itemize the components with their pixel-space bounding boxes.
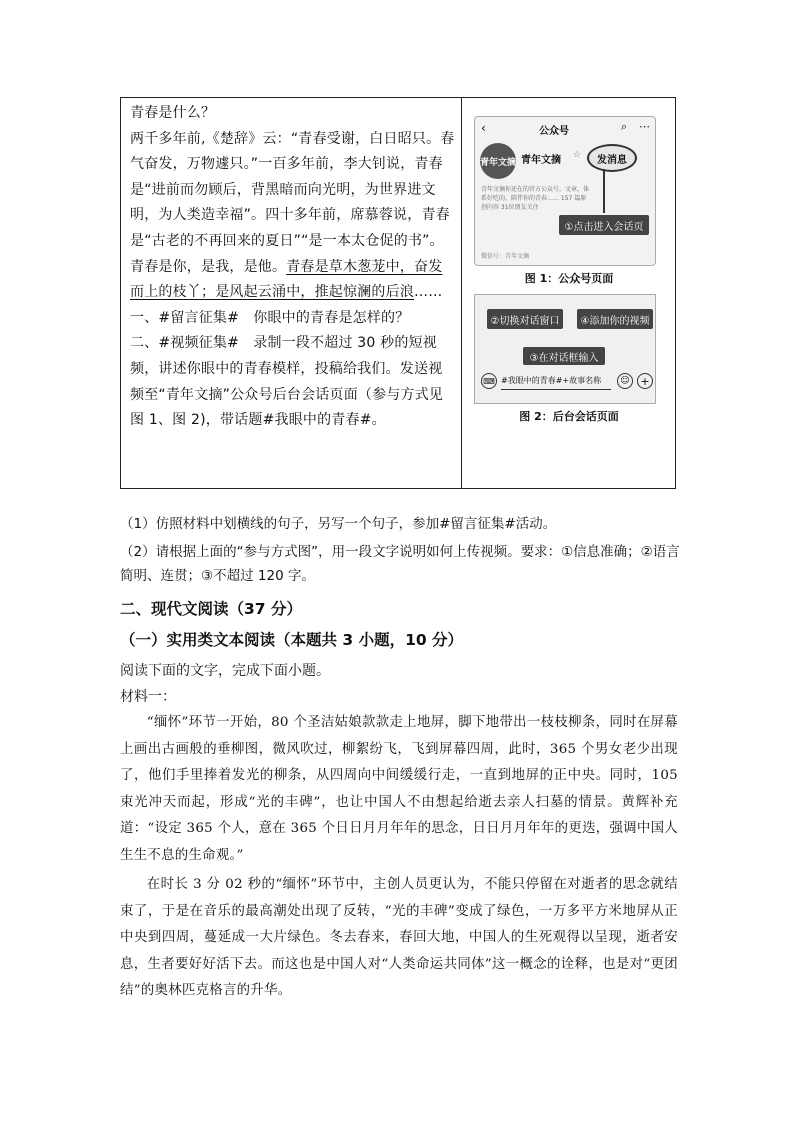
material-paragraph-2: 在时长 3 分 02 秒的“缅怀”环节中，主创人员更认为，不能只停留在对逝者的思念就结束了，于是在音乐的最高潮处出现了反转，“光的丰碑”变成了绿色，一万多平方米地屏从正中央到四周，蔓延成一大片绿色。冬去春来，春回大地，中国人的生死观得以呈现，逝者安息，生者要好好活下去。而这也是中国人对“人类命运共同体”这一概念的诠释，也是对“更团结”的奥林匹克格言的升华。 — [120, 877, 678, 998]
account-name: 青年文摘 — [521, 155, 561, 166]
chat-page-figure — [474, 294, 656, 404]
figure-topbar — [475, 117, 655, 139]
youth-line-plain: 青春是你，是我，是他。 — [130, 258, 287, 275]
table-divider — [461, 98, 462, 488]
material-label: 材料一： — [120, 689, 176, 705]
question-1: （1）仿照材料中划横线的句子，另写一个句子，参加#留言征集#活动。 — [120, 516, 557, 532]
account-logo: 青年文摘 — [480, 143, 516, 179]
official-account-figure — [474, 116, 656, 266]
figures-cell — [474, 116, 664, 432]
callout-arrow — [603, 169, 605, 213]
emoji-icon: ☺ — [617, 373, 633, 389]
keyboard-icon: ⌨ — [481, 373, 497, 389]
message-collection-item: 一、#留言征集# 你眼中的青春是怎样的？ — [130, 309, 410, 326]
step2-callout: ②切换对话窗口 — [487, 309, 563, 329]
more-icon: ⋯ — [639, 120, 650, 133]
youth-line-tail: …… — [414, 284, 443, 301]
step3-callout: ③在对话框输入 — [523, 347, 605, 365]
material-table — [120, 97, 676, 489]
material-question: 青春是什么？ — [130, 105, 216, 121]
star-icon: ☆ — [573, 150, 582, 160]
material-quotes: 两千多年前,《楚辞》云：“青春受谢，白日昭只。春气奋发，万物遽只。”一百多年前，李大钊说，青春是“进前而勿顾后，背黑暗而向光明，为世界进文明，为人类造幸福”。四十多年前，席慕蓉说，青春是“古老的不再回来的夏日”“是一本太仓促的书”。 — [130, 130, 455, 249]
back-arrow-icon: ‹ — [481, 121, 486, 135]
material-text-cell — [130, 101, 456, 434]
send-message-button: 发消息 — [587, 144, 637, 172]
youth-line-underlined: 青春是草木葱茏中，奋发而上的枝丫；是风起云涌中，推起惊澜的后浪 — [130, 258, 443, 301]
section-heading: 二、现代文阅读（37 分） — [120, 600, 302, 618]
figure-title: 公众号 — [539, 126, 569, 137]
material-paragraph-1: “缅怀”环节一开始，80 个圣洁姑娘款款走上地屏，脚下地带出一枝枝柳条，同时在屏幕上画出古画般的垂柳图，微风吹过，柳絮纷飞，飞到屏幕四周，此时，365 个男女老少出现了，他们手里捧着发光的柳条，从四周向中间缓缓行走，一直到地屏的正中央。同时，105 束光冲天而起，形成“光的丰碑”，也让中国人不由想起给逝去亲人扫墓的情景。黄辉补充道：“设定 365 个人，意在 365 个日日月月年年的思念，日日月月年年的更迭，强调中国人生生不息的生命观。” — [120, 715, 678, 863]
step4-callout: ④添加你的视频 — [577, 309, 653, 329]
youth-line — [130, 255, 456, 306]
step1-callout: ①点击进入会话页 — [559, 215, 649, 235]
chat-input-text: #我眼中的青春#+故事名称 — [501, 373, 611, 390]
question-2: （2）请根据上面的“参与方式图”，用一段文字说明如何上传视频。要求：①信息准确；②语言简明、连贯；③不超过 120 字。 — [120, 544, 680, 584]
plus-icon: + — [637, 373, 653, 389]
search-icon: ⌕ — [621, 120, 628, 133]
section-subheading: （一）实用类文本阅读（本题共 3 小题，10 分） — [120, 631, 464, 649]
reading-instruction: 阅读下面的文字，完成下面小题。 — [120, 663, 330, 679]
figure2-caption: 图 2：后台会话页面 — [519, 410, 619, 423]
figure1-caption: 图 1：公众号页面 — [524, 272, 614, 285]
video-collection-item: 二、#视频征集# 录制一段不超过 30 秒的短视频，讲述你眼中的青春模样，投稿给我们。发送视频至“青年文摘”公众号后台会话页面（参与方式见图 1、图 2)，带话题#我眼中的青春#。 — [130, 335, 444, 429]
wechat-id: 微信号：青年文摘 — [481, 253, 530, 260]
account-description: 青年文摘你还在的官方公众号。文章，体系好吃的，陪伴你的青春…… 157 篇原创内容 31位朋友关注 — [481, 186, 590, 211]
